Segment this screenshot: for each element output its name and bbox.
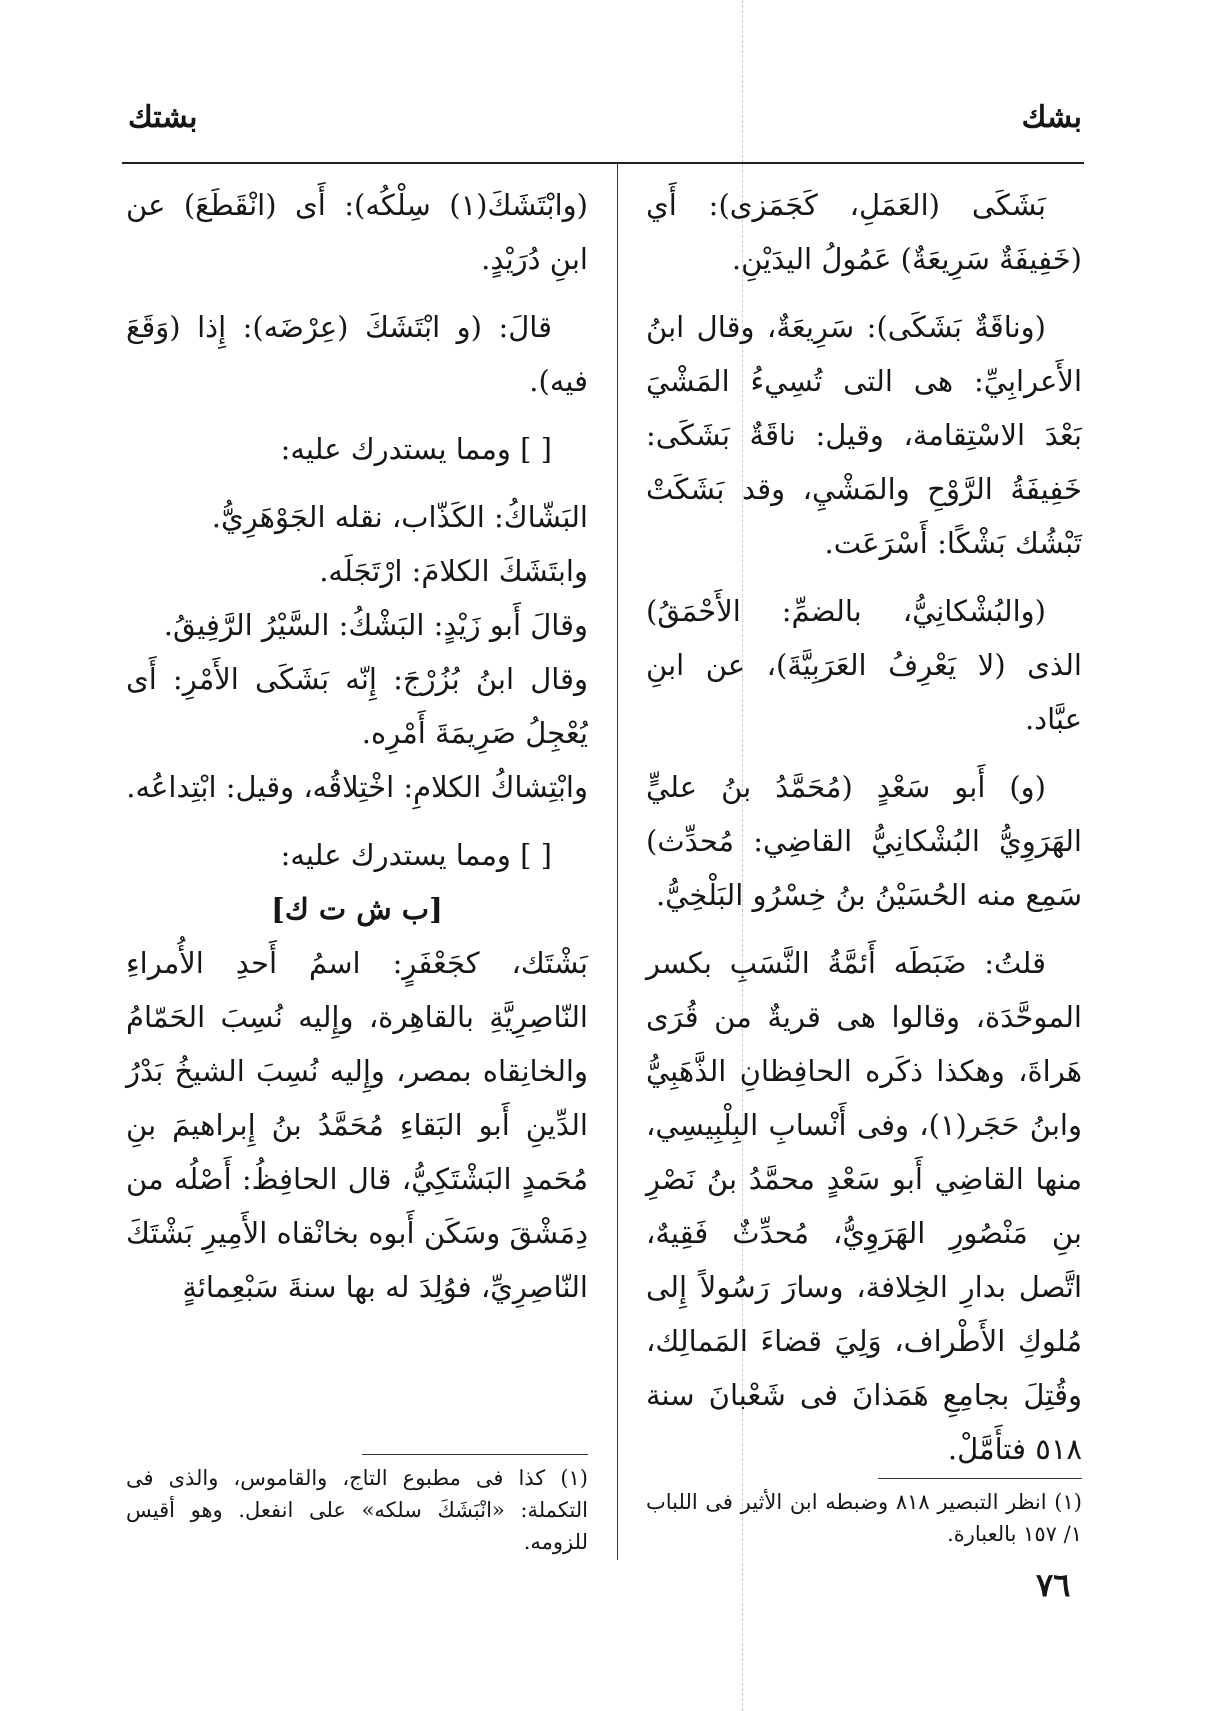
entry-paragraph: قلتُ: ضَبَطَه أَئمَّةُ النَّسَبِ بكسر الموحَّدَة، وقالوا هى قريةٌ من قُرَى هَراةَ، وهكذا ذكَره الحافِظانِ الذَّهَبِيُّ وابنُ حَجَر(١)، وفى أَنْسابِ البِلْبِيسِي، منها القاضِي أَبو سَعْدٍ محمَّدُ بنُ نَصْرِ بنِ مَنْصُورِ الهَرَوِيُّ، مُحدِّثٌ فَقِيهٌ، اتَّصل بدارِ الخِلافة، وسارَ رَسُولاً إِلى مُلوكِ الأَطْراف، وَلِيَ قضاءَ المَمالِك، وقُتِلَ بجامِعِ هَمَذانَ فى شَعْبانَ سنة ٥١٨ فتأَمَّلْ. [646,946,1082,1466]
supplement-heading: [ ] ومما يستدرك عليه: [280,432,552,466]
entry-paragraph: وابتَشَكَ الكلامَ: ارْتَجَلَه. [319,554,588,588]
entry-paragraph: (وابْتَشَكَ(١) سِلْكُه): أَى (انْقَطَعَ) عن ابنِ دُرَيْدٍ. [126,188,588,276]
right-column [646,178,1082,1490]
entry-paragraph: بَشَكَى (العَمَلِ، كَجَمَزى): أَي (خَفِيفَةٌ سَرِيعَةٌ) عَمُولُ اليدَيْنِ. [646,188,1082,276]
running-header-right: بشك [1021,100,1082,135]
entry-paragraph: (والبُشْكانِيُّ، بالضمِّ: الأَحْمَقُ) الذى (لا يَعْرِفُ العَرَبِيَّةَ)، عن ابنِ عبَّاد. [646,594,1082,736]
left-column [126,178,588,1328]
entry-paragraph: قالَ: (و ابْتَشَكَ (عِرْضَه): إِذا (وَقَعَ فيه). [126,310,588,398]
entry-paragraph: (و) أَبو سَعْدٍ (مُحَمَّدُ بنُ عليٍّ الهَرَوِيُّ البُشْكانِيُّ القاضِي: مُحدِّث) سَمِع منه الحُسَيْنُ بنُ خِسْرُو البَلْخِيُّ. [646,770,1082,912]
entry-paragraph: وقالَ أَبو زَيْدٍ: البَشْكُ: السَّيْرُ الرَّفِيقُ. [163,608,588,642]
root-heading: [ب ش ت ك] [271,892,443,926]
entry-paragraph: بَشْتَك، كجَعْفَرٍ: اسمُ أَحدِ الأُمراءِ النّاصِرِيَّةِ بالقاهِرة، وإِليه نُسِبَ الحَمّامُ والخانِقاه بمصر، وإِليه نُسِبَ الشيخُ بَدْرُ الدِّينِ أَبو البَقاءِ مُحَمَّدُ بنُ إِبراهيمَ بنِ مُحَمدٍ البَشْتَكِيُّ، قال الحافِظُ: أَصْلُه من دِمَشْقَ وسَكَن أَبوه بخانْقاه الأَمِيرِ بَشْتَكَ النّاصِرِيِّ، فوُلِدَ له بها سنةَ سَبْعِمائةٍ [126,946,588,1304]
entry-paragraph: البَشّاكُ: الكَذّاب، نقله الجَوْهَرِيُّ. [211,500,588,534]
footnote-left: (١) كذا فى مطبوع التاج، والقاموس، والذى فى التكملة: «انْبَشَكَ سلكه» على انفعل. وهو أقيس للزومه. [126,1466,588,1554]
entry-paragraph: وابْتِشاكُ الكلامِ: اخْتِلاقُه، وقيل: ابْتِداعُه. [126,770,588,804]
footnote-rule-left [362,1454,588,1455]
supplement-heading: [ ] ومما يستدرك عليه: [280,838,552,872]
entry-paragraph: وقال ابنُ بُزُرْجَ: إِنّه بَشَكَى الأَمْرِ: أَى يُعْجِلُ صَرِيمَةَ أَمْرِه. [126,662,588,750]
column-separator [617,164,618,1560]
entry-paragraph: (وناقَةٌ بَشَكَى): سَرِيعَةٌ، وقال ابنُ الأَعرابِيِّ: هى التى تُسِيءُ المَشْيَ بَعْدَ الاسْتِقامة، وقيل: ناقَةٌ بَشَكَى: خَفِيفَةُ الرَّوْحِ والمَشْيِ، وقد بَشَكَتْ تَبْشُك بَشْكًا: أَسْرَعَت. [646,310,1082,560]
footnote-right: (١) انظر التبصير ٨١٨ وضبطه ابن الأثير فى اللباب ١/ ١٥٧ بالعبارة. [646,1490,1082,1546]
page-number: ٧٦ [1036,1566,1071,1604]
footnote-rule-right [878,1478,1082,1479]
header-rule [122,162,1084,164]
running-header-left: بشتك [128,100,198,135]
